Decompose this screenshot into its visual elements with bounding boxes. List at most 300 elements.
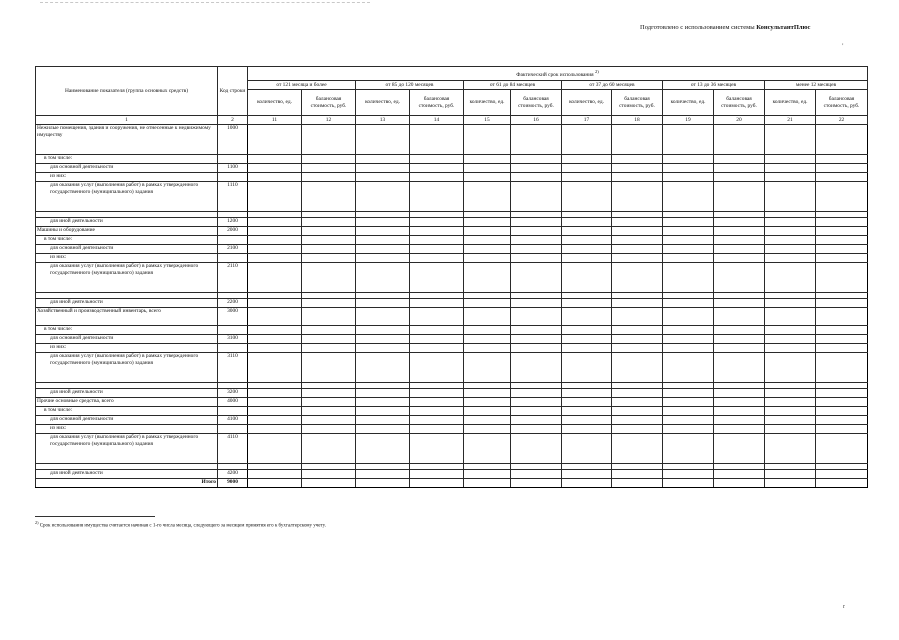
data-cell[interactable] (356, 164, 410, 173)
data-cell[interactable] (816, 326, 868, 335)
data-cell[interactable] (714, 182, 765, 212)
data-cell[interactable] (356, 389, 410, 398)
data-cell[interactable] (410, 263, 464, 293)
data-cell[interactable] (464, 155, 511, 164)
data-cell[interactable] (302, 182, 356, 212)
data-cell[interactable] (714, 335, 765, 344)
data-cell[interactable] (612, 155, 663, 164)
data-cell[interactable] (511, 299, 562, 308)
data-cell[interactable] (612, 308, 663, 326)
data-cell[interactable] (714, 245, 765, 254)
data-cell[interactable] (248, 389, 302, 398)
data-cell[interactable] (663, 407, 714, 416)
data-cell[interactable] (562, 173, 612, 182)
data-cell[interactable] (248, 173, 302, 182)
data-cell[interactable] (663, 236, 714, 245)
data-cell[interactable] (302, 263, 356, 293)
data-cell[interactable] (816, 299, 868, 308)
data-cell[interactable] (562, 353, 612, 383)
total-cell[interactable] (464, 479, 511, 488)
data-cell[interactable] (765, 434, 816, 464)
data-cell[interactable] (562, 425, 612, 434)
data-cell[interactable] (612, 263, 663, 293)
data-cell[interactable] (714, 308, 765, 326)
data-cell[interactable] (816, 245, 868, 254)
data-cell[interactable] (248, 125, 302, 155)
data-cell[interactable] (248, 164, 302, 173)
data-cell[interactable] (248, 335, 302, 344)
data-cell[interactable] (562, 308, 612, 326)
data-cell[interactable] (410, 398, 464, 407)
data-cell[interactable] (714, 164, 765, 173)
data-cell[interactable] (511, 125, 562, 155)
data-cell[interactable] (612, 434, 663, 464)
data-cell[interactable] (663, 182, 714, 212)
data-cell[interactable] (714, 218, 765, 227)
data-cell[interactable] (248, 470, 302, 479)
data-cell[interactable] (302, 155, 356, 164)
data-cell[interactable] (410, 164, 464, 173)
data-cell[interactable] (612, 416, 663, 425)
data-cell[interactable] (248, 227, 302, 236)
data-cell[interactable] (511, 335, 562, 344)
data-cell[interactable] (714, 173, 765, 182)
data-cell[interactable] (562, 227, 612, 236)
data-cell[interactable] (302, 173, 356, 182)
data-cell[interactable] (410, 182, 464, 212)
data-cell[interactable] (511, 353, 562, 383)
data-cell[interactable] (464, 389, 511, 398)
data-cell[interactable] (464, 470, 511, 479)
data-cell[interactable] (248, 353, 302, 383)
data-cell[interactable] (816, 125, 868, 155)
data-cell[interactable] (511, 434, 562, 464)
data-cell[interactable] (410, 299, 464, 308)
data-cell[interactable] (410, 245, 464, 254)
data-cell[interactable] (663, 470, 714, 479)
data-cell[interactable] (410, 335, 464, 344)
data-cell[interactable] (765, 425, 816, 434)
data-cell[interactable] (511, 236, 562, 245)
data-cell[interactable] (714, 125, 765, 155)
data-cell[interactable] (302, 416, 356, 425)
data-cell[interactable] (302, 335, 356, 344)
data-cell[interactable] (612, 326, 663, 335)
total-cell[interactable] (248, 479, 302, 488)
data-cell[interactable] (302, 425, 356, 434)
data-cell[interactable] (816, 254, 868, 263)
data-cell[interactable] (356, 326, 410, 335)
data-cell[interactable] (663, 218, 714, 227)
data-cell[interactable] (248, 344, 302, 353)
data-cell[interactable] (356, 335, 410, 344)
data-cell[interactable] (714, 236, 765, 245)
data-cell[interactable] (816, 218, 868, 227)
data-cell[interactable] (765, 227, 816, 236)
data-cell[interactable] (714, 227, 765, 236)
data-cell[interactable] (765, 398, 816, 407)
data-cell[interactable] (302, 254, 356, 263)
data-cell[interactable] (356, 425, 410, 434)
data-cell[interactable] (765, 299, 816, 308)
data-cell[interactable] (663, 308, 714, 326)
data-cell[interactable] (714, 425, 765, 434)
data-cell[interactable] (302, 398, 356, 407)
data-cell[interactable] (410, 155, 464, 164)
data-cell[interactable] (663, 155, 714, 164)
data-cell[interactable] (410, 407, 464, 416)
data-cell[interactable] (410, 236, 464, 245)
data-cell[interactable] (511, 218, 562, 227)
data-cell[interactable] (816, 236, 868, 245)
data-cell[interactable] (464, 353, 511, 383)
data-cell[interactable] (511, 155, 562, 164)
data-cell[interactable] (612, 236, 663, 245)
data-cell[interactable] (302, 308, 356, 326)
data-cell[interactable] (612, 164, 663, 173)
data-cell[interactable] (562, 470, 612, 479)
data-cell[interactable] (663, 389, 714, 398)
data-cell[interactable] (765, 182, 816, 212)
data-cell[interactable] (511, 254, 562, 263)
data-cell[interactable] (302, 407, 356, 416)
data-cell[interactable] (410, 326, 464, 335)
data-cell[interactable] (612, 398, 663, 407)
data-cell[interactable] (663, 335, 714, 344)
data-cell[interactable] (511, 263, 562, 293)
data-cell[interactable] (302, 218, 356, 227)
data-cell[interactable] (562, 398, 612, 407)
data-cell[interactable] (714, 416, 765, 425)
data-cell[interactable] (302, 125, 356, 155)
data-cell[interactable] (410, 218, 464, 227)
data-cell[interactable] (816, 398, 868, 407)
data-cell[interactable] (562, 263, 612, 293)
data-cell[interactable] (714, 398, 765, 407)
data-cell[interactable] (612, 353, 663, 383)
data-cell[interactable] (464, 254, 511, 263)
data-cell[interactable] (464, 398, 511, 407)
data-cell[interactable] (714, 389, 765, 398)
data-cell[interactable] (356, 245, 410, 254)
data-cell[interactable] (511, 389, 562, 398)
data-cell[interactable] (356, 407, 410, 416)
data-cell[interactable] (816, 425, 868, 434)
data-cell[interactable] (248, 218, 302, 227)
data-cell[interactable] (410, 308, 464, 326)
data-cell[interactable] (612, 173, 663, 182)
data-cell[interactable] (765, 236, 816, 245)
data-cell[interactable] (816, 182, 868, 212)
data-cell[interactable] (765, 164, 816, 173)
data-cell[interactable] (248, 263, 302, 293)
data-cell[interactable] (714, 155, 765, 164)
data-cell[interactable] (612, 254, 663, 263)
data-cell[interactable] (356, 344, 410, 353)
data-cell[interactable] (302, 227, 356, 236)
data-cell[interactable] (511, 407, 562, 416)
data-cell[interactable] (248, 416, 302, 425)
data-cell[interactable] (714, 254, 765, 263)
data-cell[interactable] (410, 470, 464, 479)
data-cell[interactable] (816, 335, 868, 344)
data-cell[interactable] (356, 254, 410, 263)
data-cell[interactable] (248, 245, 302, 254)
data-cell[interactable] (663, 125, 714, 155)
data-cell[interactable] (410, 353, 464, 383)
data-cell[interactable] (562, 125, 612, 155)
data-cell[interactable] (410, 416, 464, 425)
data-cell[interactable] (816, 173, 868, 182)
data-cell[interactable] (816, 470, 868, 479)
data-cell[interactable] (612, 389, 663, 398)
data-cell[interactable] (302, 389, 356, 398)
data-cell[interactable] (248, 425, 302, 434)
data-cell[interactable] (356, 125, 410, 155)
data-cell[interactable] (511, 470, 562, 479)
data-cell[interactable] (464, 125, 511, 155)
data-cell[interactable] (765, 326, 816, 335)
total-cell[interactable] (302, 479, 356, 488)
data-cell[interactable] (562, 326, 612, 335)
data-cell[interactable] (464, 227, 511, 236)
data-cell[interactable] (816, 353, 868, 383)
data-cell[interactable] (765, 344, 816, 353)
data-cell[interactable] (816, 155, 868, 164)
data-cell[interactable] (302, 245, 356, 254)
data-cell[interactable] (464, 263, 511, 293)
data-cell[interactable] (816, 344, 868, 353)
data-cell[interactable] (562, 335, 612, 344)
data-cell[interactable] (302, 353, 356, 383)
data-cell[interactable] (714, 353, 765, 383)
data-cell[interactable] (562, 416, 612, 425)
data-cell[interactable] (356, 353, 410, 383)
data-cell[interactable] (248, 398, 302, 407)
data-cell[interactable] (356, 173, 410, 182)
data-cell[interactable] (302, 434, 356, 464)
data-cell[interactable] (663, 344, 714, 353)
data-cell[interactable] (663, 425, 714, 434)
data-cell[interactable] (816, 263, 868, 293)
data-cell[interactable] (765, 407, 816, 416)
data-cell[interactable] (511, 425, 562, 434)
data-cell[interactable] (248, 236, 302, 245)
data-cell[interactable] (356, 263, 410, 293)
data-cell[interactable] (356, 470, 410, 479)
data-cell[interactable] (765, 470, 816, 479)
data-cell[interactable] (612, 125, 663, 155)
data-cell[interactable] (511, 227, 562, 236)
data-cell[interactable] (765, 245, 816, 254)
data-cell[interactable] (562, 182, 612, 212)
data-cell[interactable] (464, 434, 511, 464)
data-cell[interactable] (464, 173, 511, 182)
data-cell[interactable] (612, 245, 663, 254)
data-cell[interactable] (714, 407, 765, 416)
data-cell[interactable] (464, 299, 511, 308)
data-cell[interactable] (612, 407, 663, 416)
data-cell[interactable] (663, 173, 714, 182)
data-cell[interactable] (714, 470, 765, 479)
data-cell[interactable] (714, 326, 765, 335)
data-cell[interactable] (765, 389, 816, 398)
total-cell[interactable] (410, 479, 464, 488)
data-cell[interactable] (410, 425, 464, 434)
data-cell[interactable] (302, 236, 356, 245)
data-cell[interactable] (663, 263, 714, 293)
data-cell[interactable] (562, 434, 612, 464)
data-cell[interactable] (765, 353, 816, 383)
data-cell[interactable] (410, 389, 464, 398)
data-cell[interactable] (816, 434, 868, 464)
data-cell[interactable] (464, 236, 511, 245)
data-cell[interactable] (511, 398, 562, 407)
data-cell[interactable] (714, 263, 765, 293)
data-cell[interactable] (562, 344, 612, 353)
data-cell[interactable] (248, 299, 302, 308)
data-cell[interactable] (765, 335, 816, 344)
data-cell[interactable] (562, 218, 612, 227)
data-cell[interactable] (511, 182, 562, 212)
data-cell[interactable] (663, 434, 714, 464)
total-cell[interactable] (663, 479, 714, 488)
data-cell[interactable] (511, 245, 562, 254)
data-cell[interactable] (302, 344, 356, 353)
data-cell[interactable] (464, 344, 511, 353)
data-cell[interactable] (765, 125, 816, 155)
data-cell[interactable] (248, 326, 302, 335)
data-cell[interactable] (765, 416, 816, 425)
total-cell[interactable] (816, 479, 868, 488)
data-cell[interactable] (511, 173, 562, 182)
data-cell[interactable] (663, 299, 714, 308)
data-cell[interactable] (511, 308, 562, 326)
data-cell[interactable] (663, 398, 714, 407)
data-cell[interactable] (562, 407, 612, 416)
data-cell[interactable] (248, 308, 302, 326)
data-cell[interactable] (464, 218, 511, 227)
data-cell[interactable] (714, 434, 765, 464)
data-cell[interactable] (356, 398, 410, 407)
data-cell[interactable] (765, 155, 816, 164)
data-cell[interactable] (612, 227, 663, 236)
data-cell[interactable] (356, 218, 410, 227)
data-cell[interactable] (765, 308, 816, 326)
data-cell[interactable] (612, 182, 663, 212)
data-cell[interactable] (765, 263, 816, 293)
data-cell[interactable] (356, 434, 410, 464)
data-cell[interactable] (464, 335, 511, 344)
data-cell[interactable] (356, 227, 410, 236)
data-cell[interactable] (663, 416, 714, 425)
data-cell[interactable] (248, 182, 302, 212)
data-cell[interactable] (562, 236, 612, 245)
data-cell[interactable] (410, 254, 464, 263)
total-cell[interactable] (511, 479, 562, 488)
data-cell[interactable] (356, 182, 410, 212)
data-cell[interactable] (663, 245, 714, 254)
data-cell[interactable] (410, 344, 464, 353)
data-cell[interactable] (410, 227, 464, 236)
data-cell[interactable] (562, 155, 612, 164)
data-cell[interactable] (511, 344, 562, 353)
data-cell[interactable] (612, 344, 663, 353)
data-cell[interactable] (248, 155, 302, 164)
data-cell[interactable] (302, 326, 356, 335)
data-cell[interactable] (562, 254, 612, 263)
data-cell[interactable] (302, 299, 356, 308)
data-cell[interactable] (464, 245, 511, 254)
data-cell[interactable] (464, 416, 511, 425)
data-cell[interactable] (302, 164, 356, 173)
data-cell[interactable] (612, 299, 663, 308)
data-cell[interactable] (248, 407, 302, 416)
data-cell[interactable] (663, 353, 714, 383)
data-cell[interactable] (612, 335, 663, 344)
data-cell[interactable] (562, 245, 612, 254)
data-cell[interactable] (302, 470, 356, 479)
data-cell[interactable] (816, 164, 868, 173)
data-cell[interactable] (511, 416, 562, 425)
data-cell[interactable] (765, 218, 816, 227)
total-cell[interactable] (356, 479, 410, 488)
data-cell[interactable] (410, 434, 464, 464)
data-cell[interactable] (765, 254, 816, 263)
total-cell[interactable] (765, 479, 816, 488)
data-cell[interactable] (562, 299, 612, 308)
total-cell[interactable] (612, 479, 663, 488)
data-cell[interactable] (663, 326, 714, 335)
data-cell[interactable] (410, 125, 464, 155)
data-cell[interactable] (816, 416, 868, 425)
data-cell[interactable] (356, 416, 410, 425)
data-cell[interactable] (356, 299, 410, 308)
data-cell[interactable] (765, 173, 816, 182)
data-cell[interactable] (612, 218, 663, 227)
data-cell[interactable] (511, 326, 562, 335)
data-cell[interactable] (816, 389, 868, 398)
data-cell[interactable] (464, 182, 511, 212)
data-cell[interactable] (816, 308, 868, 326)
data-cell[interactable] (356, 308, 410, 326)
data-cell[interactable] (248, 434, 302, 464)
total-cell[interactable] (714, 479, 765, 488)
data-cell[interactable] (714, 344, 765, 353)
data-cell[interactable] (511, 164, 562, 173)
data-cell[interactable] (356, 155, 410, 164)
data-cell[interactable] (714, 299, 765, 308)
data-cell[interactable] (562, 389, 612, 398)
data-cell[interactable] (248, 254, 302, 263)
data-cell[interactable] (464, 326, 511, 335)
data-cell[interactable] (816, 227, 868, 236)
data-cell[interactable] (464, 308, 511, 326)
data-cell[interactable] (663, 254, 714, 263)
data-cell[interactable] (663, 164, 714, 173)
data-cell[interactable] (410, 173, 464, 182)
data-cell[interactable] (612, 470, 663, 479)
total-cell[interactable] (562, 479, 612, 488)
data-cell[interactable] (356, 236, 410, 245)
data-cell[interactable] (612, 425, 663, 434)
data-cell[interactable] (562, 164, 612, 173)
data-cell[interactable] (464, 407, 511, 416)
data-cell[interactable] (464, 164, 511, 173)
data-cell[interactable] (816, 407, 868, 416)
data-cell[interactable] (663, 227, 714, 236)
data-cell[interactable] (464, 425, 511, 434)
